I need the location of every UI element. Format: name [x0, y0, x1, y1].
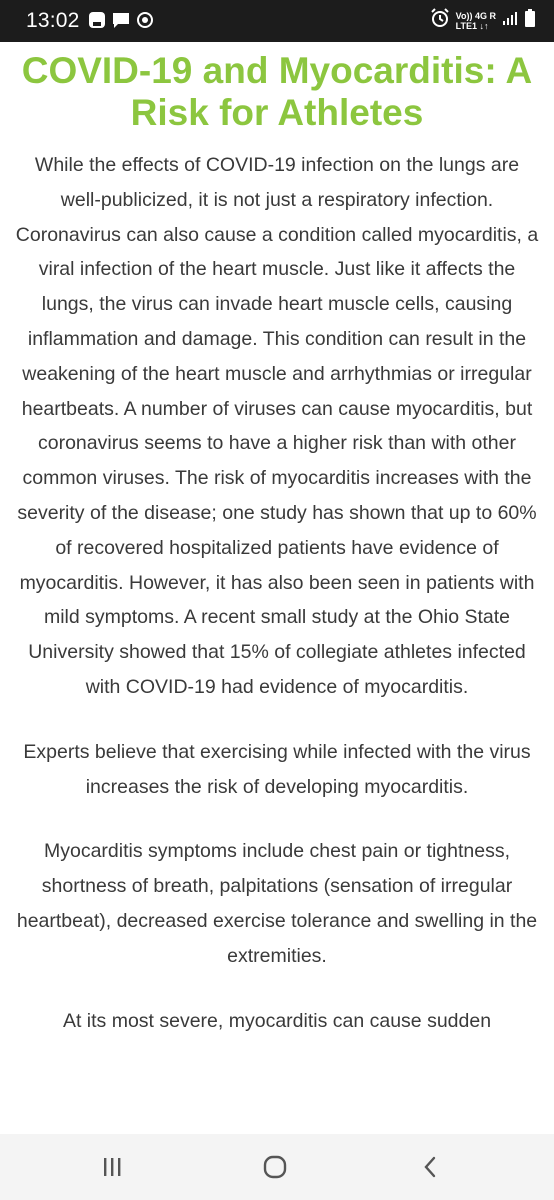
article-title: COVID-19 and Myocarditis: A Risk for Athletes [21, 50, 533, 133]
rounded-square-icon [88, 11, 106, 34]
network-top: Vo)) 4G R [455, 10, 496, 21]
back-icon [419, 1155, 441, 1179]
home-button[interactable] [255, 1152, 295, 1182]
status-time: 13:02 [26, 9, 80, 32]
status-bar [0, 0, 554, 42]
network-indicator [456, 11, 496, 31]
battery-icon [524, 8, 536, 33]
back-button[interactable] [410, 1152, 450, 1182]
signal-icon [502, 10, 518, 31]
recent-apps-icon [101, 1156, 123, 1178]
article-content[interactable] [0, 42, 554, 1134]
notification-icons [88, 11, 154, 34]
navigation-bar [0, 1134, 554, 1200]
alarm-icon [430, 8, 450, 33]
sync-icon [136, 11, 154, 34]
article-paragraph-partial: At its most severe, myocarditis can cause sudden [62, 1009, 492, 1032]
article-paragraph: While the effects of COVID-19 infection on the lungs are well-publicized, it is not just a respiratory infection. Coronavirus can also cause a condition called myocarditis, a viral infection of the heart muscle. Just like it affects the lungs, the virus can invade heart muscle cells, causing inflammation and damage. This condition can result in the weakening of the heart muscle and arrhythmias or irregular heartbeats. A number of viruses can cause myocarditis, but coronavirus seems to have a higher risk than with other common viruses. The risk of myocarditis increases with the severity of the disease; one study has shown that up to 60% of recovered hospitalized patients have evidence of myocarditis. However, it has also been seen in patients with mild symptoms. A recent small study at the Ohio State University showed that 15% of collegiate athletes infected with COVID-19 had evidence of myocarditis. [15, 154, 539, 698]
network-bottom: LTE1 ↓↑ [455, 20, 489, 31]
home-icon [262, 1154, 288, 1180]
article-paragraph: Myocarditis symptoms include chest pain or tightness, shortness of breath, palpitations (sensation of irregular heartbeat), decreased exercise tolerance and swelling in the extremities. [16, 840, 538, 967]
chat-icon [112, 11, 130, 34]
recent-apps-button[interactable] [92, 1152, 132, 1182]
status-right [430, 8, 536, 33]
article-paragraph: Experts believe that exercising while infected with the virus increases the risk of developing myocarditis. [23, 740, 531, 798]
